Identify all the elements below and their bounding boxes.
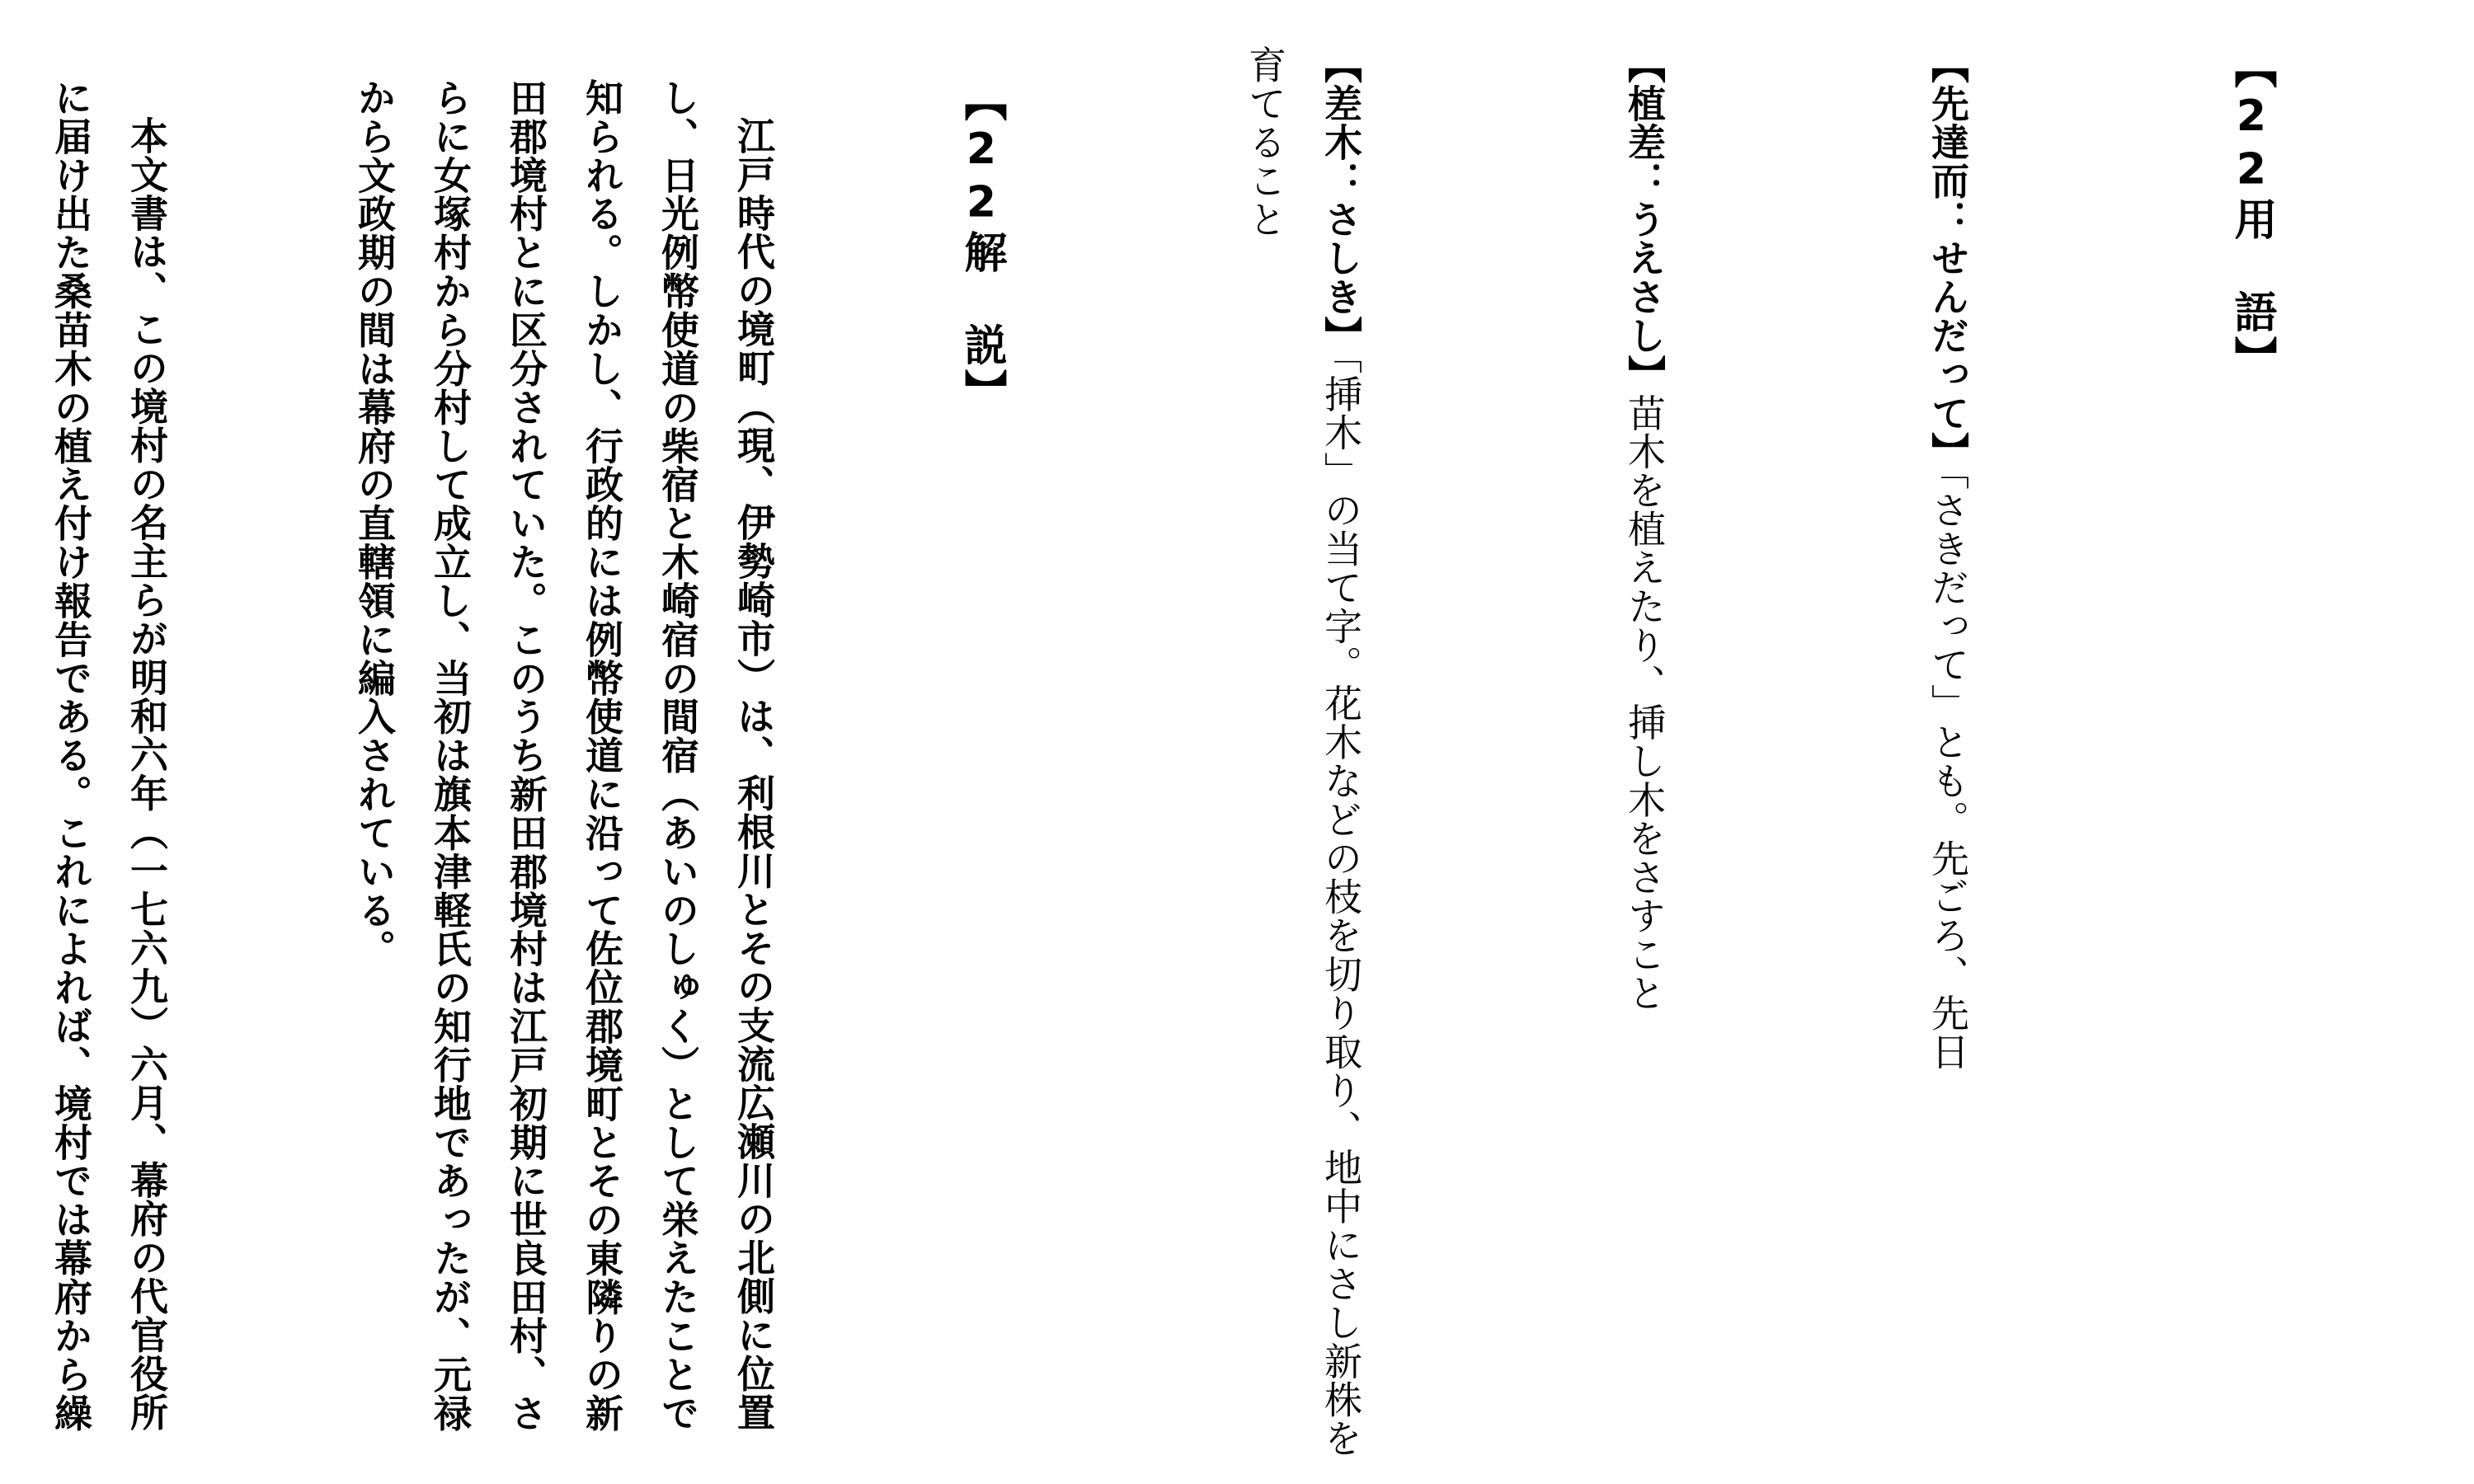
glossary-term: 【先達而：せんだって】 (1926, 45, 1970, 472)
explanation-paragraph: 本文書は、この境村の名主らが明和六年（一七六九）六月、幕府の代官役所に届け出た桑苗木の植え付け報告である。これによれば、境村では幕府から繰 (49, 78, 169, 1433)
glossary-entry-sashiki (1229, 45, 1379, 1459)
glossary-term: 【差木：さしき】 (1319, 45, 1363, 355)
glossary-term: 【植差：うえさし】 (1622, 45, 1667, 394)
glossary-heading: 【22用 語】 (2227, 45, 2276, 383)
explanation-heading: 【22解 説】 (957, 78, 1006, 416)
glossary-definition: 「さきだって」とも。先ごろ、先日 (1926, 471, 1970, 1071)
glossary-entry-sendatte (1910, 45, 1986, 1459)
glossary-entry-uesashi (1606, 45, 1682, 1459)
glossary-section (1229, 0, 2441, 1484)
explanation-paragraph: 江戸時代の境町（現、伊勢崎市）は、利根川とその支流広瀬川の北側に位置し、日光例幣使道の柴宿と木崎宿の間宿（あいのしゅく）として栄えたことで知られる。しかし、行政的には例幣使道に沿って佐位郡境町とその東隣りの新田郡境村とに区分されていた。このうち新田郡境村は江戸初期に世良田村、さらに女塚村から分村して成立し、当初は旗本津軽氏の知行地であったが、元禄から文政期の間は幕府の直轄領に編入されている。 (352, 78, 776, 1433)
glossary-definition: 苗木を植えたり、挿し木をさすこと (1622, 393, 1667, 1013)
explanation-section (16, 0, 1171, 1484)
glossary-definition: 「挿木」の当て字。花木などの枝を切り取り、地中にさし新株を育てること (1243, 45, 1363, 1458)
